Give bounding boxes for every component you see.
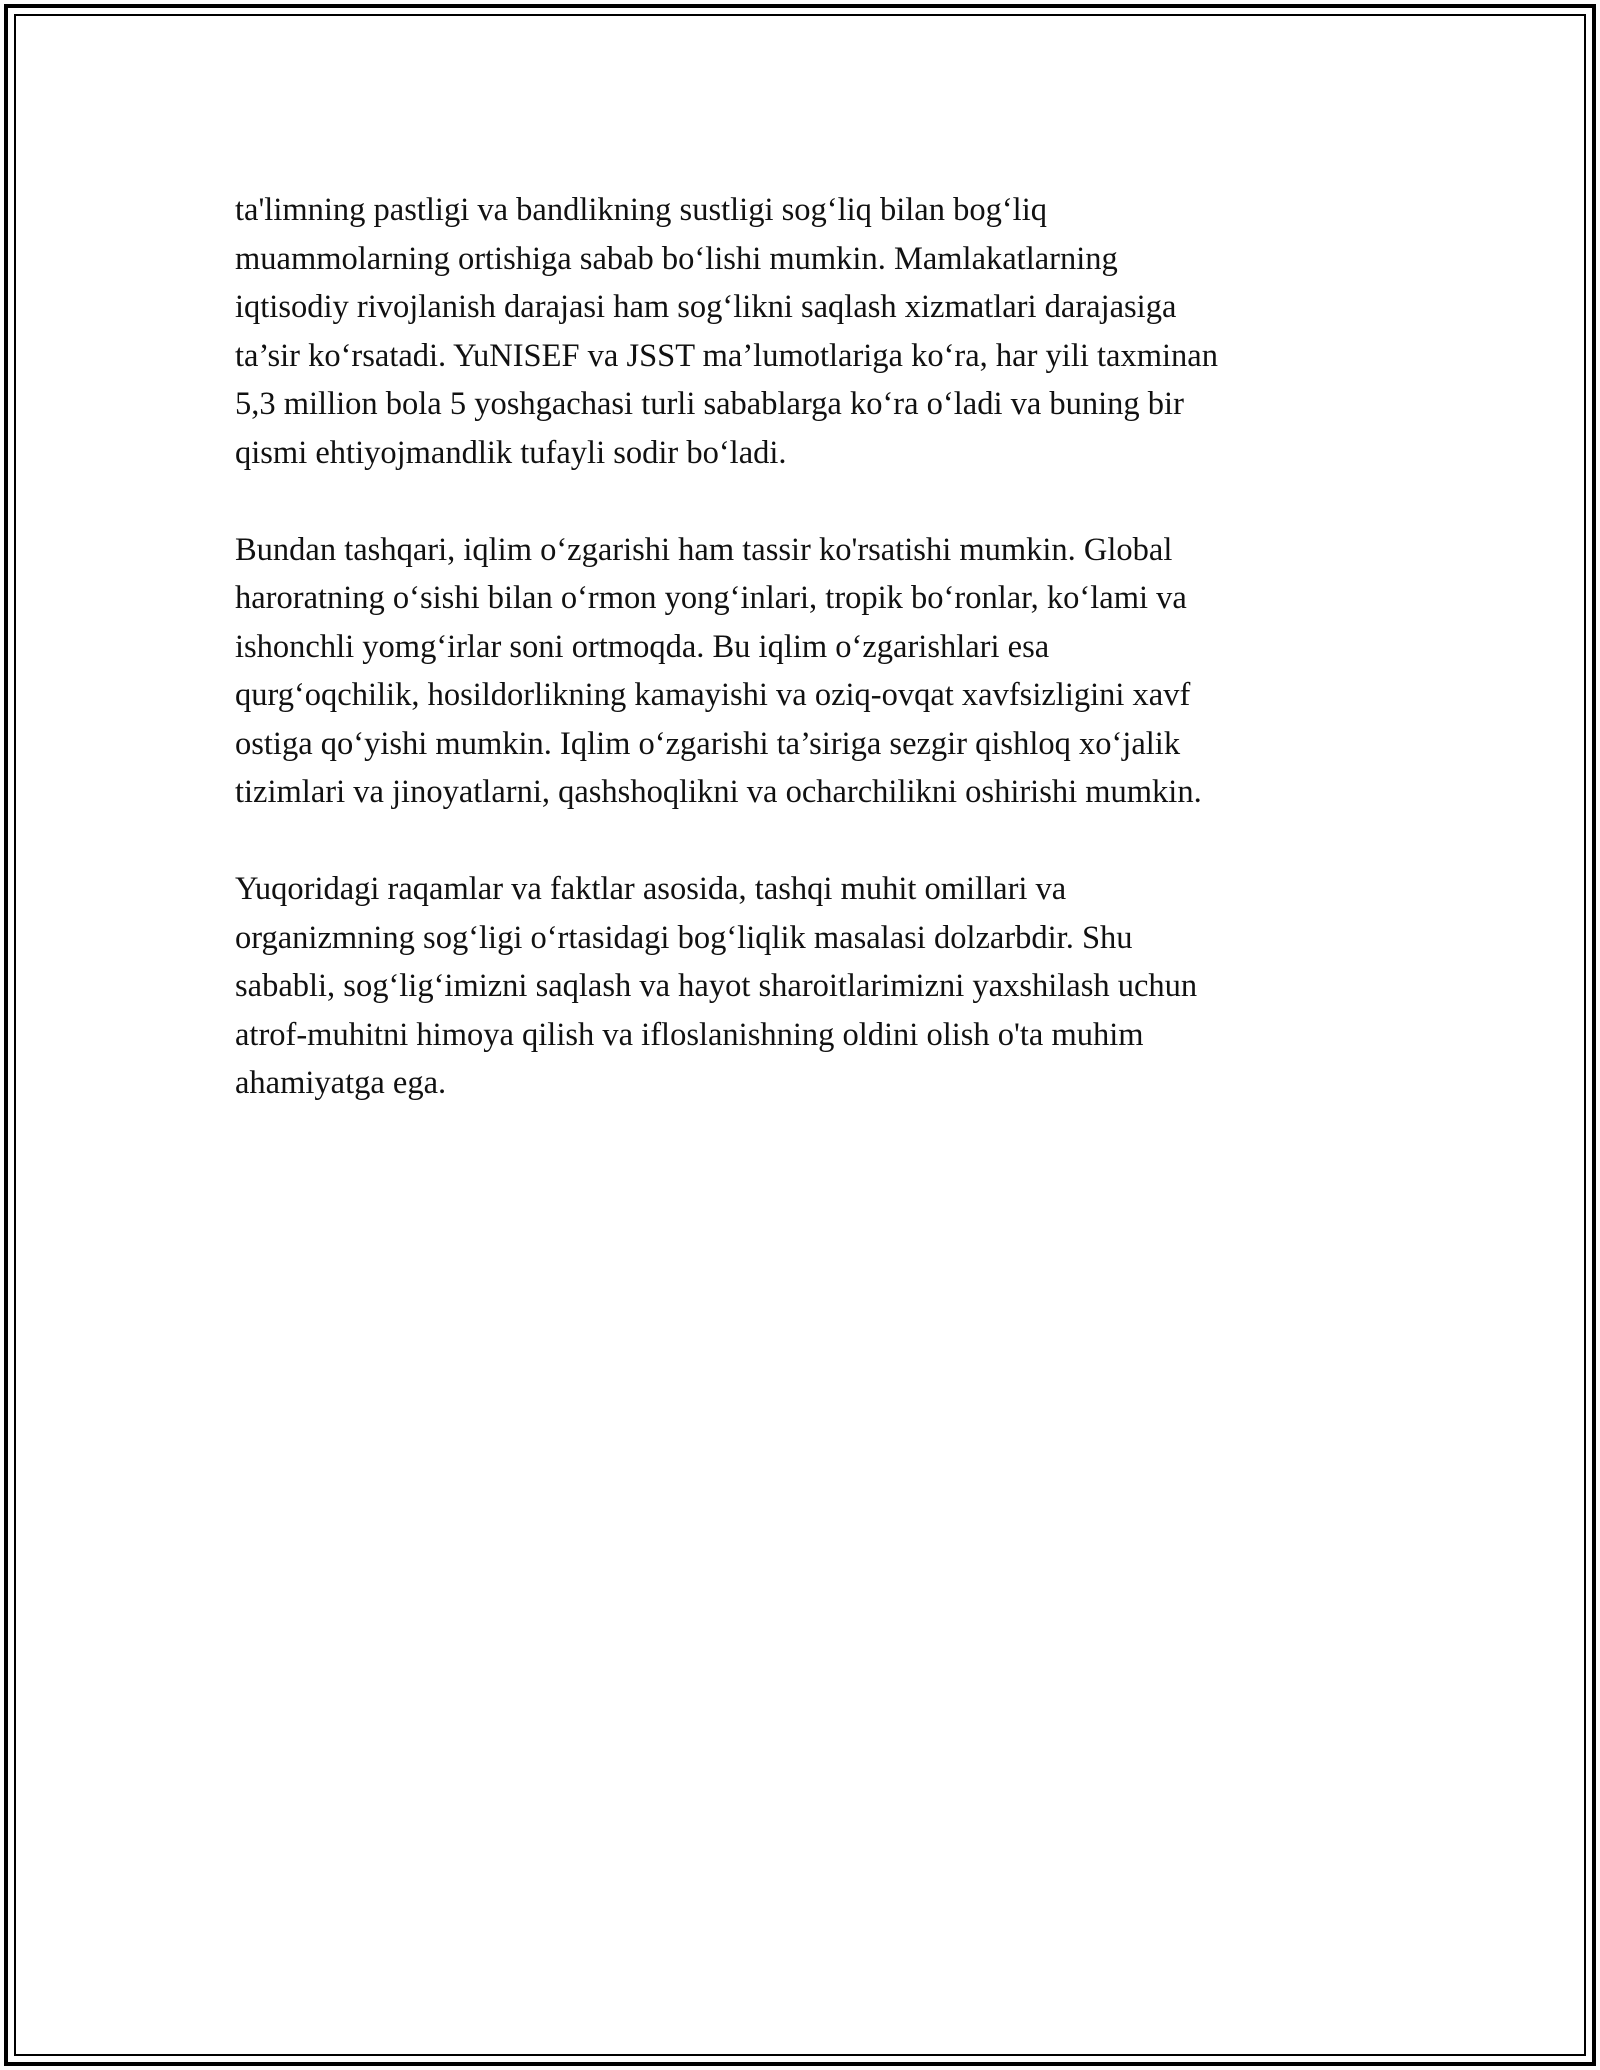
text-line: ta’sir ko‘rsatadi. YuNISEF va JSST ma’lumotlariga ko‘ra, har yili taxminan [235, 337, 1218, 374]
text-line: ta'limning pastligi va bandlikning sustligi sog‘liq bilan bog‘liq [235, 192, 1047, 228]
text-line: muammolarning ortishiga sabab bo‘lishi mumkin. Mamlakatlarning [235, 240, 1118, 277]
text-line: qurg‘oqchilik, hosildorlikning kamayishi va oziq-ovqat xavfsizligini xavf [235, 677, 1191, 713]
text-line: ahamiyatga ega. [235, 1065, 447, 1101]
document-body [235, 186, 1375, 1156]
text-line: atrof-muhitni himoya qilish va ifloslanishning oldini olish o'ta muhim [235, 1016, 1144, 1053]
text-line: 5,3 million bola 5 yoshgachasi turli sabablarga ko‘ra o‘ladi va buning bir [235, 386, 1184, 422]
text-line: qismi ehtiyojmandlik tufayli sodir bo‘ladi. [235, 434, 787, 471]
paragraph-3 [235, 865, 1375, 1108]
text-line: Bundan tashqari, iqlim o‘zgarishi ham tassir ko'rsatishi mumkin. Global [235, 531, 1173, 568]
text-line: organizmning sog‘ligi o‘rtasidagi bog‘liqlik masalasi dolzarbdir. Shu [235, 919, 1133, 956]
text-line: Yuqoridagi raqamlar va faktlar asosida, tashqi muhit omillari va [235, 871, 1067, 907]
paragraph-1 [235, 186, 1375, 477]
text-line: ishonchli yomg‘irlar soni ortmoqda. Bu iqlim o‘zgarishlari esa [235, 628, 1050, 665]
text-line: iqtisodiy rivojlanish darajasi ham sog‘likni saqlash xizmatlari darajasiga [235, 289, 1177, 325]
text-line: sababli, sog‘lig‘imizni saqlash va hayot sharoitlarimizni yaxshilash uchun [235, 968, 1198, 1004]
text-line: ostiga qo‘yishi mumkin. Iqlim o‘zgarishi ta’siriga sezgir qishloq xo‘jalik [235, 725, 1181, 762]
text-line: tizimlari va jinoyatlarni, qashshoqlikni va ocharchilikni oshirishi mumkin. [235, 774, 1202, 810]
paragraph-2 [235, 526, 1375, 817]
text-line: haroratning o‘sishi bilan o‘rmon yong‘inlari, tropik bo‘ronlar, ko‘lami va [235, 580, 1187, 616]
